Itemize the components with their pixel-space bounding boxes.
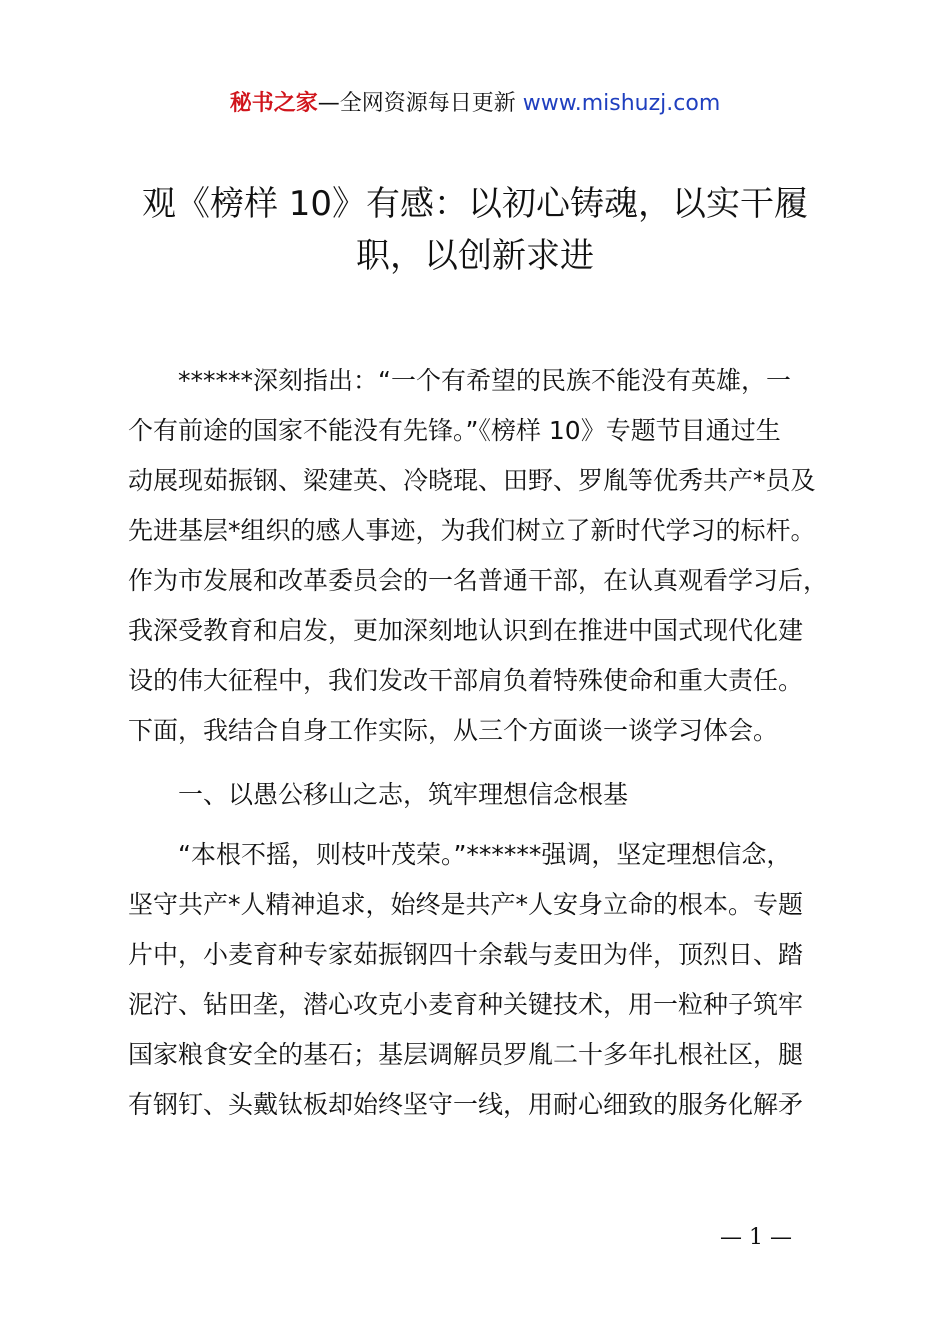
paragraph-line: 个有前途的国家不能没有先锋。”《榜样 10》专题节目通过生 (128, 416, 781, 445)
paragraph-line: 动展现茹振钢、梁建英、冷晓琨、田野、罗胤等优秀共产*员及 (128, 466, 816, 495)
site-url-link[interactable]: www.mishuzj.com (522, 91, 721, 116)
paragraph-line: 泥泞、钻田垄，潜心攻克小麦育种关键技术，用一粒种子筑牢 (128, 990, 804, 1019)
document-title (120, 178, 830, 282)
header-banner (0, 88, 950, 120)
brand-name: 秘书之家 (229, 91, 318, 116)
page-number: — 1 — (720, 1225, 792, 1250)
paragraph-line: 片中，小麦育种专家茹振钢四十余载与麦田为伴，顶烈日、踏 (128, 940, 804, 969)
paragraph-line: 先进基层*组织的感人事迹，为我们树立了新时代学习的标杆。 (128, 516, 816, 545)
paragraph-line: 下面，我结合自身工作实际，从三个方面谈一谈学习体会。 (128, 716, 779, 745)
title-line-1: 观《榜样 10》有感：以初心铸魂，以实干履 (141, 184, 809, 224)
paragraph-line: 坚守共产*人精神追求，始终是共产*人安身立命的根本。专题 (128, 890, 804, 919)
paragraph-line: “本根不摇，则枝叶茂荣。”******强调，坚定理想信念， (178, 840, 792, 869)
paragraph-line: 国家粮食安全的基石；基层调解员罗胤二十多年扎根社区，腿 (128, 1040, 804, 1069)
header-tagline: —全网资源每日更新 (317, 91, 523, 116)
paragraph-line: 我深受教育和启发，更加深刻地认识到在推进中国式现代化建 (128, 616, 804, 645)
section-heading-1: 一、以愚公移山之志，筑牢理想信念根基 (178, 780, 629, 809)
paragraph-line: 作为市发展和改革委员会的一名普通干部，在认真观看学习后， (128, 566, 829, 595)
title-line-2: 职，以创新求进 (356, 236, 594, 276)
paragraph-intro (128, 356, 838, 756)
paragraph-line: ******深刻指出：“一个有希望的民族不能没有英雄，一 (178, 366, 791, 395)
paragraph-line: 有钢钉、头戴钛板却始终坚守一线，用耐心细致的服务化解矛 (128, 1090, 804, 1119)
paragraph-line: 设的伟大征程中，我们发改干部肩负着特殊使命和重大责任。 (128, 666, 804, 695)
paragraph-section-1 (128, 830, 838, 1130)
